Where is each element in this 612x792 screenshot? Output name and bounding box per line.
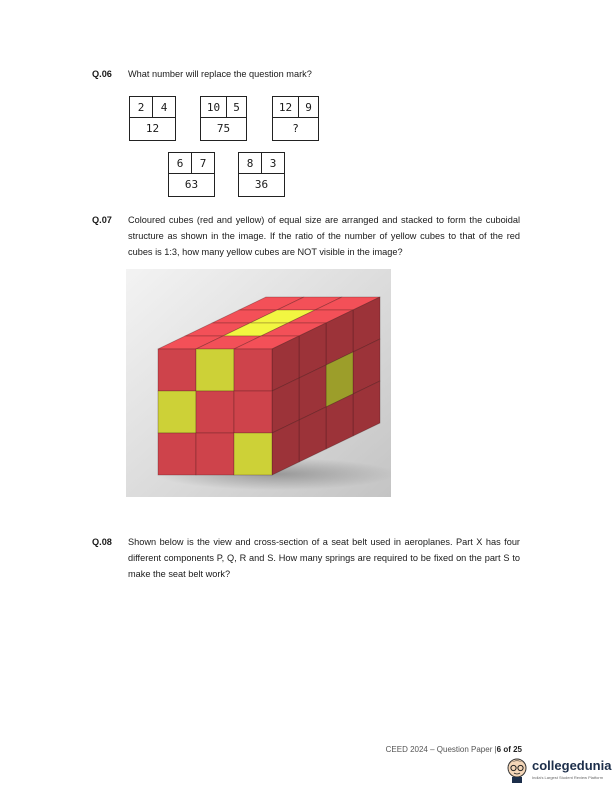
cube-front-face bbox=[234, 349, 272, 391]
box-top-right: 4 bbox=[160, 100, 168, 114]
question-06 bbox=[92, 66, 520, 82]
cube-front-face bbox=[196, 433, 234, 475]
box-top-left: 10 bbox=[201, 97, 227, 117]
footer-page-number: 6 of 25 bbox=[496, 745, 522, 754]
box-result: 63 bbox=[184, 178, 199, 191]
box-top-left: 8 bbox=[239, 153, 262, 173]
box-top-right: 5 bbox=[233, 100, 240, 114]
puzzle-box bbox=[238, 152, 285, 197]
question-text: Shown below is the view and cross-section of a seat belt used in aeroplanes. Part X has four different components P, Q, R and S. How many springs are required to be fixed on the part S to make the seat belt work? bbox=[128, 537, 520, 579]
box-top-left: 2 bbox=[130, 97, 153, 117]
question-text: What number will replace the question mark? bbox=[128, 69, 312, 79]
cube-front-face bbox=[158, 349, 196, 391]
page-footer bbox=[386, 745, 522, 754]
collegedunia-logo bbox=[504, 756, 612, 786]
cube-front-face bbox=[196, 391, 234, 433]
cube-front-face bbox=[158, 391, 196, 433]
logo-tagline: India's Largest Student Review Platform bbox=[532, 775, 604, 780]
question-07 bbox=[92, 212, 520, 260]
logo-name: collegedunia bbox=[532, 758, 612, 773]
cube-front-face bbox=[158, 433, 196, 475]
cuboid-cubes-image bbox=[126, 269, 391, 497]
puzzle-box bbox=[272, 96, 319, 141]
question-08 bbox=[92, 534, 520, 582]
footer-text: CEED 2024 – Question Paper | bbox=[385, 745, 497, 754]
box-result: 75 bbox=[216, 122, 231, 135]
box-top-right: 7 bbox=[199, 156, 207, 170]
box-top-right: 9 bbox=[305, 100, 312, 114]
cube-front-face bbox=[234, 433, 272, 475]
student-mascot-icon bbox=[504, 756, 530, 784]
question-number: Q.06 bbox=[92, 69, 112, 79]
box-result: 36 bbox=[254, 178, 269, 191]
box-top-left: 12 bbox=[273, 97, 299, 117]
puzzle-box bbox=[129, 96, 176, 141]
question-number: Q.07 bbox=[92, 215, 112, 225]
box-result-question-mark: ? bbox=[292, 122, 299, 135]
question-text: Coloured cubes (red and yellow) of equal size are arranged and stacked to form the cuboidal structure as shown in the image. If the ratio of the number of yellow cubes to that of the red cubes is 1:3, how many yellow cubes are NOT visible in the image? bbox=[128, 215, 520, 257]
question-number: Q.08 bbox=[92, 537, 112, 547]
box-top-right: 3 bbox=[269, 156, 277, 170]
box-top-left: 6 bbox=[169, 153, 192, 173]
puzzle-box bbox=[200, 96, 247, 141]
cube-front-face bbox=[196, 349, 234, 391]
cube-front-face bbox=[234, 391, 272, 433]
puzzle-box bbox=[168, 152, 215, 197]
box-result: 12 bbox=[145, 122, 160, 135]
